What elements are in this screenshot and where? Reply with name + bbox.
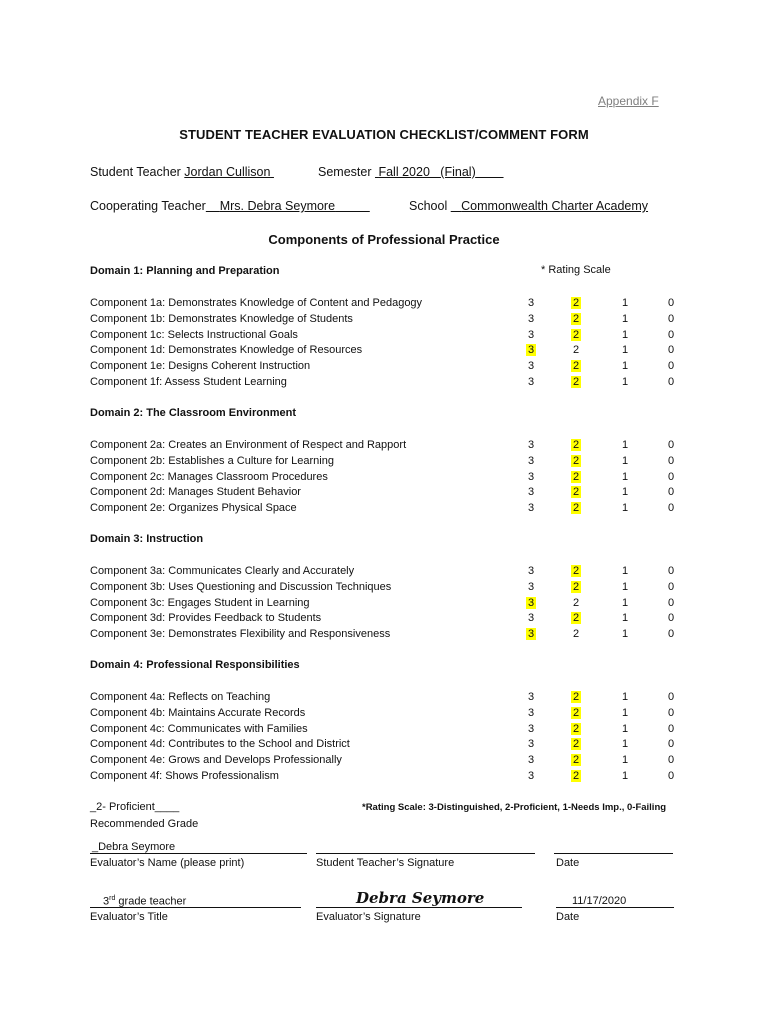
- rating-option-3: 3: [527, 738, 535, 751]
- semester-value: Fall 2020 (Final): [378, 165, 476, 179]
- student-signature-line: [316, 853, 535, 854]
- component-label: Component 3e: Demonstrates Flexibility and Responsiveness: [90, 628, 391, 641]
- rating-option-3: 3: [527, 439, 535, 451]
- rating-selected-2: 2: [572, 565, 580, 577]
- rating-selected-2: 2: [572, 470, 580, 483]
- school-label: School: [409, 199, 448, 213]
- evaluator-title-label: Evaluator’s Title: [90, 911, 168, 923]
- rating-option-1: 1: [621, 580, 629, 593]
- rating-option-0: 0: [667, 502, 675, 515]
- component-label: Component 3c: Engages Student in Learning: [90, 596, 310, 609]
- recommended-grade-value: _2- Proficient____: [90, 801, 180, 813]
- rating-option-2: 2: [572, 628, 580, 641]
- school-name: Commonwealth Charter Academy: [461, 199, 649, 213]
- rating-option-1: 1: [621, 691, 629, 703]
- cooperating-teacher-label: Cooperating Teacher: [90, 199, 206, 213]
- rating-option-0: 0: [667, 470, 675, 483]
- semester-field: [318, 165, 504, 179]
- rating-scale-header: * Rating Scale: [541, 264, 611, 276]
- rating-option-0: 0: [667, 565, 675, 577]
- rating-option-1: 1: [621, 722, 629, 735]
- rating-selected-2: 2: [572, 502, 580, 515]
- component-label: Component 2d: Manages Student Behavior: [90, 486, 301, 499]
- evaluator-signature-label: Evaluator’s Signature: [316, 911, 421, 923]
- rating-option-1: 1: [621, 738, 629, 751]
- rating-option-0: 0: [667, 344, 675, 357]
- rating-selected-2: 2: [572, 612, 580, 625]
- rating-option-3: 3: [527, 612, 535, 625]
- rating-option-1: 1: [621, 376, 629, 388]
- cooperating-teacher-field: [90, 199, 370, 213]
- rating-option-3: 3: [527, 580, 535, 593]
- evaluator-name-value: _Debra Seymore: [92, 841, 176, 853]
- rating-option-3: 3: [527, 754, 535, 767]
- rating-option-1: 1: [621, 312, 629, 325]
- rating-option-1: 1: [621, 486, 629, 499]
- date-line-1: [554, 853, 673, 854]
- rating-option-0: 0: [667, 360, 675, 373]
- rating-option-2: 2: [572, 344, 580, 357]
- rating-option-1: 1: [621, 628, 629, 641]
- rating-selected-2: 2: [572, 754, 580, 767]
- component-label: Component 1a: Demonstrates Knowledge of Content and Pedagogy: [90, 297, 423, 309]
- component-label: Component 2a: Creates an Environment of Respect and Rapport: [90, 439, 407, 451]
- rating-selected-2: 2: [572, 486, 580, 499]
- rating-option-0: 0: [667, 580, 675, 593]
- rating-option-3: 3: [527, 691, 535, 703]
- student-teacher-name: Jordan Cullison: [184, 165, 271, 179]
- rating-selected-2: 2: [572, 691, 580, 703]
- rating-option-0: 0: [667, 628, 675, 641]
- rating-option-0: 0: [667, 596, 675, 609]
- rating-option-1: 1: [621, 297, 629, 309]
- evaluator-signature-line: [316, 907, 522, 908]
- domain-heading: Domain 1: Planning and Preparation: [90, 265, 280, 277]
- date-label-1: Date: [556, 857, 580, 869]
- rating-option-3: 3: [527, 297, 535, 309]
- rating-option-3: 3: [527, 565, 535, 577]
- rating-option-1: 1: [621, 770, 629, 782]
- rating-option-1: 1: [621, 565, 629, 577]
- component-label: Component 3b: Uses Questioning and Discussion Techniques: [90, 580, 392, 593]
- rating-option-3: 3: [527, 486, 535, 499]
- rating-option-1: 1: [621, 328, 629, 341]
- component-label: Component 2c: Manages Classroom Procedures: [90, 470, 328, 483]
- rating-option-1: 1: [621, 754, 629, 767]
- rating-selected-2: 2: [572, 376, 580, 388]
- domain-heading: Domain 3: Instruction: [90, 533, 204, 545]
- rating-option-1: 1: [621, 454, 629, 467]
- rating-selected-2: 2: [572, 439, 580, 451]
- rating-option-0: 0: [667, 722, 675, 735]
- rating-option-3: 3: [527, 312, 535, 325]
- student-signature-label: Student Teacher’s Signature: [316, 857, 455, 869]
- component-label: Component 2e: Organizes Physical Space: [90, 502, 297, 515]
- rating-selected-2: 2: [572, 328, 580, 341]
- recommended-grade-label: Recommended Grade: [90, 818, 199, 830]
- rating-option-3: 3: [527, 502, 535, 515]
- school-field: [409, 199, 648, 213]
- rating-option-1: 1: [621, 360, 629, 373]
- rating-selected-2: 2: [572, 360, 580, 373]
- rating-option-0: 0: [667, 312, 675, 325]
- rating-option-0: 0: [667, 328, 675, 341]
- rating-option-0: 0: [667, 706, 675, 719]
- rating-option-1: 1: [621, 470, 629, 483]
- component-label: Component 1b: Demonstrates Knowledge of Students: [90, 312, 353, 325]
- student-teacher-label: Student Teacher: [90, 165, 181, 179]
- sign-date-value: 11/17/2020: [572, 895, 627, 907]
- evaluator-signature: Debra Seymore: [356, 889, 485, 907]
- component-label: Component 1e: Designs Coherent Instruction: [90, 360, 311, 373]
- rating-selected-3: 3: [527, 344, 535, 357]
- date-line-2: [556, 907, 674, 908]
- rating-option-0: 0: [667, 486, 675, 499]
- rating-option-3: 3: [527, 470, 535, 483]
- cooperating-teacher-name: Mrs. Debra Seymore: [219, 199, 336, 213]
- rating-option-3: 3: [527, 376, 535, 388]
- component-label: Component 2b: Establishes a Culture for Learning: [90, 454, 334, 467]
- component-label: Component 1c: Selects Instructional Goals: [90, 328, 298, 341]
- appendix-label: Appendix F: [598, 94, 659, 108]
- component-label: Component 4d: Contributes to the School and District: [90, 738, 350, 751]
- evaluator-name-line: [90, 853, 307, 854]
- component-label: Component 3a: Communicates Clearly and Accurately: [90, 565, 355, 577]
- form-title: STUDENT TEACHER EVALUATION CHECKLIST/COMMENT FORM: [179, 127, 589, 142]
- rating-option-0: 0: [667, 439, 675, 451]
- rating-scale-note: *Rating Scale: 3-Distinguished, 2-Proficient, 1-Needs Imp., 0-Failing: [362, 802, 667, 813]
- rating-selected-2: 2: [572, 312, 580, 325]
- rating-option-0: 0: [667, 454, 675, 467]
- rating-selected-3: 3: [527, 628, 535, 641]
- rating-option-3: 3: [527, 706, 535, 719]
- rating-selected-2: 2: [572, 706, 580, 719]
- rating-option-2: 2: [572, 596, 580, 609]
- rating-selected-2: 2: [572, 738, 580, 751]
- rating-option-0: 0: [667, 612, 675, 625]
- rating-option-0: 0: [667, 376, 675, 388]
- component-label: Component 4c: Communicates with Families: [90, 722, 308, 735]
- rating-option-3: 3: [527, 770, 535, 782]
- rating-option-1: 1: [621, 612, 629, 625]
- rating-selected-2: 2: [572, 580, 580, 593]
- evaluator-title-value: 3rd grade teacher: [103, 895, 187, 908]
- rating-option-0: 0: [667, 297, 675, 309]
- student-teacher-field: [90, 165, 274, 179]
- domain-heading: Domain 2: The Classroom Environment: [90, 407, 296, 419]
- rating-selected-2: 2: [572, 770, 580, 782]
- domain-heading: Domain 4: Professional Responsibilities: [90, 659, 300, 671]
- component-label: Component 3d: Provides Feedback to Students: [90, 612, 322, 625]
- rating-selected-3: 3: [527, 596, 535, 609]
- rating-option-3: 3: [527, 360, 535, 373]
- rating-option-0: 0: [667, 691, 675, 703]
- section-subtitle: Components of Professional Practice: [268, 232, 500, 247]
- rating-selected-2: 2: [572, 454, 580, 467]
- evaluator-title-line: [90, 907, 301, 908]
- evaluator-name-label: Evaluator’s Name (please print): [90, 857, 245, 869]
- rating-option-0: 0: [667, 738, 675, 751]
- component-label: Component 4a: Reflects on Teaching: [90, 691, 271, 703]
- rating-option-0: 0: [667, 754, 675, 767]
- rating-option-1: 1: [621, 439, 629, 451]
- rating-option-3: 3: [527, 328, 535, 341]
- rating-selected-2: 2: [572, 722, 580, 735]
- rating-selected-2: 2: [572, 297, 580, 309]
- component-label: Component 4e: Grows and Develops Professionally: [90, 754, 342, 767]
- component-label: Component 1f: Assess Student Learning: [90, 376, 287, 388]
- rating-option-1: 1: [621, 344, 629, 357]
- date-label-2: Date: [556, 911, 580, 923]
- rating-option-3: 3: [527, 454, 535, 467]
- semester-label: Semester: [318, 165, 372, 179]
- component-label: Component 1d: Demonstrates Knowledge of Resources: [90, 344, 363, 357]
- rating-option-1: 1: [621, 502, 629, 515]
- rating-option-1: 1: [621, 706, 629, 719]
- rating-option-3: 3: [527, 722, 535, 735]
- rating-option-0: 0: [667, 770, 675, 782]
- component-label: Component 4b: Maintains Accurate Records: [90, 706, 306, 719]
- rating-option-1: 1: [621, 596, 629, 609]
- component-label: Component 4f: Shows Professionalism: [90, 770, 279, 782]
